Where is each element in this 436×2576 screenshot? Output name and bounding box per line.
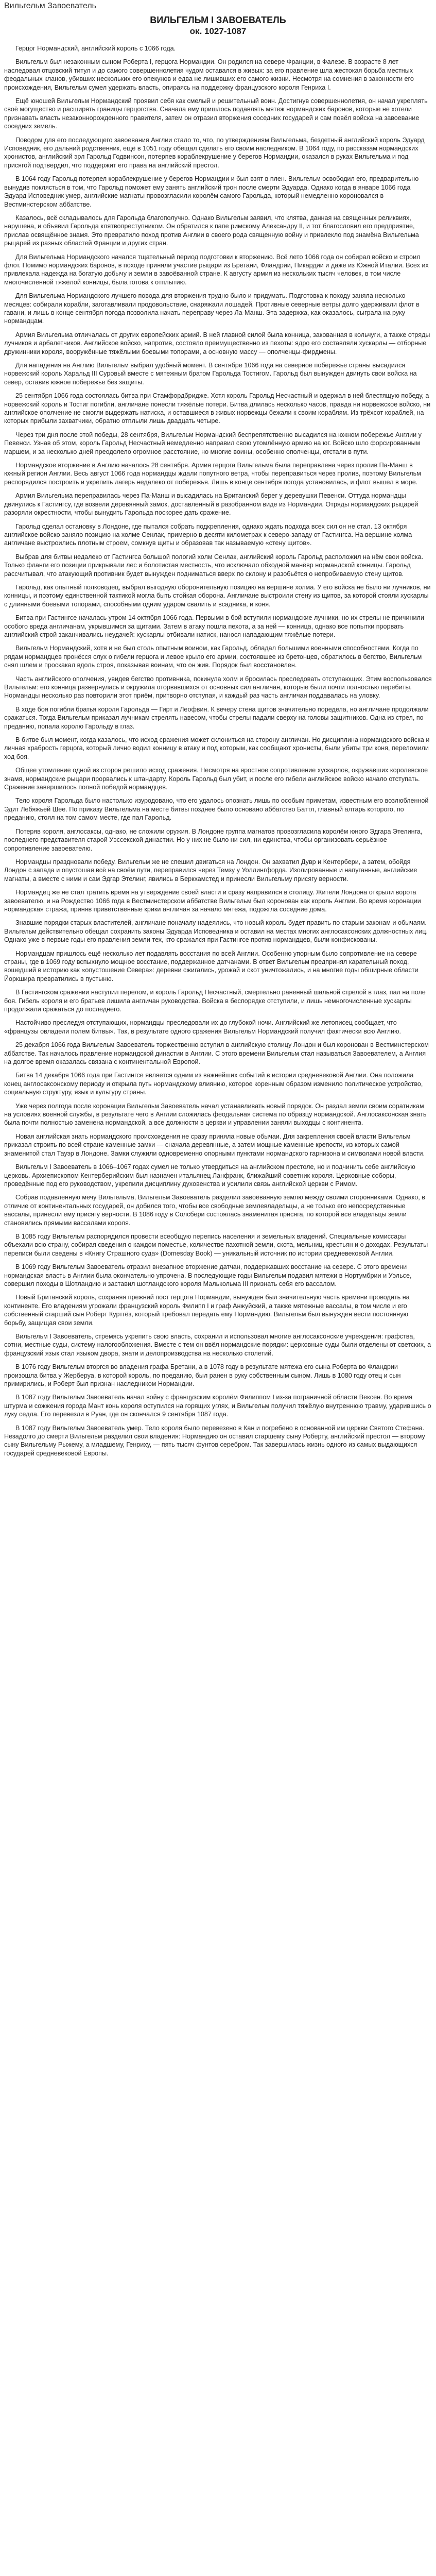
paragraph: Вильгельм был незаконным сыном Роберта I, герцога Нормандии. Он родился на севере Франции, в Фалезе. В возрасте 8 лет наследовал отцовский титул и до самого совершеннолетия чудом оставался в живых: за его правление шла жестокая борьба местных феодальных кланов, убивших нескольких его опекунов и едва не лишивших его самого жизни. Несмотря на сомнения в законности его происхождения, Вильгельм сумел удержать власть, опираясь на поддержку французского короля Генриха I. — [4, 58, 414, 91]
paragraph: Вильгельм I Завоеватель в 1066–1067 годах сумел не только утвердиться на английском престоле, но и подчинить себе английскую церковь. Архиепископом Кентерберийским был назначен итальянец Ланфранк, ближайший советник короля. Церковные соборы, проведённые под его руководством, укрепили дисциплину духовенства и усилили связь английской церкви с Римом. — [4, 1163, 415, 1188]
paragraph: Ещё юношей Вильгельм Нормандский проявил себя как смелый и решительный воин. Достигнув совершеннолетия, он начал укреплять своё могущество и расширять границы герцогства. Сначала ему пришлось подавлять мятеж нормандских баронов, которые не хотели признавать власть незаконнорожденного правителя, затем он отразил вторжения соседних государей и сам повёл войска на завоевание соседних земель. — [4, 97, 428, 130]
paragraph: Герцог Нормандский, английский король с 1066 года. — [15, 45, 176, 52]
paragraph: В 1076 году Вильгельм вторгся во владения графа Бретани, а в 1078 году в результате мятежа его сына Роберта во Фландрии произошла битва у Жерберуа, в которой король, по преданию, был ранен в руку собственным сыном. Лишь в 1080 году отец и сын примирились, и Роберт был признан наследником Нормандии. — [4, 1363, 401, 1388]
paragraph: В 1064 году Гарольд потерпел кораблекрушение у берегов Нормандии и был взят в плен. Вильгельм освободил его, предварительно вынудив поклясться в том, что Гарольд поможет ему занять английский трон после смерти Эдуарда. Однако когда в январе 1066 года Эдуард Исповедник умер, английские магнаты провозгласили королём самого Гарольда, который немедленно короновался в Вестминстерском аббатстве. — [4, 175, 419, 208]
paragraph: В 1087 году Вильгельм Завоеватель умер. Тело короля было перевезено в Кан и погребено в основанной им церкви Святого Стефана. Незадолго до смерти Вильгельм разделил свои владения: Нормандию он оставил старшему сыну Роберту, английский престол — второму сыну Вильгельму Рыжему, а младшему, Генриху, — пять тысяч фунтов серебром. Так завершилась жизнь одного из самых выдающихся государей средневековой Европы. — [4, 1424, 425, 1457]
paragraph: В 1069 году Вильгельм Завоеватель отразил внезапное вторжение датчан, поддержавших восстание на севере. С этого времени нормандская власть в Англии была окончательно упрочена. В последующие годы Вильгельм подавил мятежи в Нортумбрии и Уэльсе, совершил походы в Шотландию и заставил шотландского короля Малькольма III признать себя его вассалом. — [4, 1263, 412, 1287]
paragraph: В 1087 году Вильгельм Завоеватель начал войну с французским королём Филиппом I из-за пограничной области Вексен. Во время штурма и сожжения города Мант конь короля оступился на горящих углях, и Вильгельм получил тяжёлую внутреннюю травму, ударившись о луку седла. Его перевезли в Руан, где он скончался 9 сентября 1087 года. — [4, 1394, 431, 1418]
paragraph: Поводом для его последующего завоевания Англии стало то, что, по утверждениям Вильгельма, бездетный английский король Эдуард Исповедник, его дальний родственник, ещё в 1051 году обещал сделать его своим наследником. В 1064 году, по рассказам нормандских хронистов, английский эрл Гарольд Годвинсон, потерпев кораблекрушение у берегов Нормандии, оказался в руках Вильгельма и под присягой подтвердил, что поддержит его права на английский престол. — [4, 136, 425, 169]
paragraph: Битва 14 декабря 1066 года при Гастингсе является одним из важнейших событий в истории средневековой Англии. Она положила конец англосаксонскому периоду и открыла путь нормандскому влиянию, которое коренным образом изменило политическое устройство, социальную структуру, язык и культуру страны. — [4, 1072, 423, 1096]
paragraph: Общее утомление одной из сторон решило исход сражения. Несмотря на яростное сопротивление хускарлов, окружавших королевское знамя, нормандские рыцари прорвались к штандарту. Король Гарольд был убит, и после его гибели английское войско начало отступать. Сражение завершилось полной победой нормандцев. — [4, 767, 428, 791]
paragraph: Армия Вильгельма отличалась от других европейских армий. В ней главной силой была конница, закованная в кольчуги, а также отряды лучников и арбалетчиков. Английское войско, напротив, состояло преимущественно из пехоты: ядро его составляли хускарлы — отборные дружинники короля, вооружённые тяжёлыми боевыми топорами, а основную массу — ополченцы-фирдмены. — [4, 331, 430, 355]
paragraph: Армия Вильгельма переправилась через Па-Манш и высадилась на Британский берег у деревушки Певенси. Оттуда нормандцы двинулись к Гастингсу, где возвели деревянный замок, доставленный в разобранном виде из Нормандии. Отряды нормандских рыцарей разоряли окрестности, чтобы вынудить Гарольда поскорее дать сражение. — [4, 492, 418, 517]
article-title: ВИЛЬГЕЛЬМ I ЗАВОЕВАТЕЛЬ — [150, 15, 286, 25]
paragraph: Для нападения на Англию Вильгельм выбрал удобный момент. В сентябре 1066 года на северное побережье страны высадился норвежский король Харальд III Суровый вместе с мятежным братом Гарольда Тостигом. Гарольд был вынужден двинуть свои войска на север, оставив южное побережье без защиты. — [4, 362, 417, 386]
paragraph: Выбрав для битвы недалеко от Гастингса большой пологий холм Сенлак, английский король Гарольд расположил на нём свои войска. Только фланги его позиции прикрывали лес и болотистая местность, что исключало обходной манёвр нормандской конницы. Гарольд рассчитывал, что атакующий противник будет вынужден подниматься вверх по склону и разобьётся о непробиваемую стену щитов. — [4, 553, 424, 578]
paragraph: Казалось, всё складывалось для Гарольда благополучно. Однако Вильгельм заявил, что клятва, данная на священных реликвиях, нарушена, и объявил Гарольда клятвопреступником. Он обратился к папе римскому Александру II, и тот благословил его предприятие, прислав освящённое знамя. Это превратило поход против Англии в своего рода священную войну и привлекло под знамёна Вильгельма рыцарей из разных областей Франции и других стран. — [4, 214, 419, 247]
paragraph: Нормандское вторжение в Англию началось 28 сентября. Армия герцога Вильгельма была переправлена через пролив Па-Манш в южный регион Англии. Весь август 1066 года нормандцы ждали попутного ветра, чтобы переправиться через пролив, поэтому Вильгельм распорядился построить и укрепить лагерь недалеко от побережья. Лишь в конце сентября погода установилась, и флот вышел в море. — [4, 462, 421, 486]
paragraph: Нормандцы праздновали победу. Вильгельм же не спешил двигаться на Лондон. Он захватил Дувр и Кентербери, а затем, обойдя Лондон с запада и опустошая всё на своём пути, переправился через Темзу у Уоллингфорда. Изолированные и напуганные, английские магнаты, а вместе с ними и сам Эдгар Этелинг, явились в Беркхамстед и принесли Вильгельму присягу верности. — [4, 858, 417, 883]
paragraph: Часть английского ополчения, увидев бегство противника, покинула холм и бросилась преследовать отступающих. Этим воспользовался Вильгельм: его конница развернулась и окружила оторвавшихся от основных сил англичан, которые были почти полностью перебиты. Нормандцы несколько раз повторили этот приём, притворно отступая, и каждый раз часть англичан поддавалась на уловку. — [4, 675, 432, 700]
article-body — [4, 44, 432, 1458]
paragraph: Нормандец же не стал тратить время на утверждение своей власти и сразу направился в столицу. Жители Лондона открыли ворота завоевателю, и на Рождество 1066 года в Вестминстерском аббатстве Вильгельм был коронован как король Англии. Во время коронации нормандская стража, приняв приветственные крики англичан за начало мятежа, подожгла соседние дома. — [4, 889, 421, 913]
paragraph: Настойчиво преследуя отступающих, нормандцы преследовали их до глубокой ночи. Английский же летописец сообщает, что «французы овладели полем битвы». Так, в результате одного сражения Вильгельм Нормандский получил фактически всю Англию. — [4, 1019, 401, 1035]
paragraph: Битва при Гастингсе началась утром 14 октября 1066 года. Первыми в бой вступили нормандские лучники, но их стрелы не причинили особого вреда англичанам, укрывшимся за щитами. Затем в атаку пошла пехота, а за ней — конница, однако все попытки прорвать английский строй заканчивались неудачей: хускарлы отбивали натиск, нанося нападающим тяжёлые потери. — [4, 614, 424, 638]
paragraph: Потеряв короля, англосаксы, однако, не сложили оружия. В Лондоне группа магнатов провозгласила королём юного Эдгара Этелинга, последнего представителя старой Уэссекской династии. Но у них не было ни сил, ни единства, чтобы организовать серьёзное сопротивление завоевателю. — [4, 827, 423, 852]
paragraph: Для Вильгельма Нормандского лучшего повода для вторжения трудно было и придумать. Подготовка к походу заняла несколько месяцев: собирали корабли, заготавливали продовольствие, снаряжали лошадей. Противные северные ветры долго удерживали флот в гавани, и лишь в конце сентября погода позволила начать переправу через Ла-Манш. Эта задержка, как оказалось, сыграла на руку нормандцам. — [4, 292, 420, 325]
site-title: Вильгельм Завоеватель — [4, 2, 96, 10]
paragraph: 25 декабря 1066 года Вильгельм Завоеватель торжественно вступил в английскую столицу Лондон и был коронован в Вестминстерском аббатстве. Так началось правление нормандской династии в Англии. С этого времени Вильгельм стал называться Завоевателем, а Англия на долгое время оказалась связана с континентальной Европой. — [4, 1041, 429, 1066]
paragraph: В ходе боя погибли братья короля Гарольда — Гирт и Леофвин. К вечеру стена щитов значительно поредела, но англичане продолжали сражаться. Тогда Вильгельм приказал лучникам стрелять навесом, чтобы стрелы падали сверху на головы защитников. Одна из стрел, по преданию, попала королю Гарольду в глаз. — [4, 705, 429, 730]
paragraph: Новая английская знать нормандского происхождения не сразу приняла новые обычаи. Для закрепления своей власти Вильгельм приказал строить по всей стране каменные замки — сначала деревянные, а затем мощные каменные крепости, из которых самой знаменитой стал Тауэр в Лондоне. Замки служили одновременно опорными пунктами нормандского гарнизона и символами новой власти. — [4, 1132, 425, 1157]
article — [4, 14, 432, 1458]
paragraph: Вильгельм Нормандский, хотя и не был столь опытным воином, как Гарольд, обладал большими военными способностями. Когда по рядам нормандцев пронёсся слух о гибели герцога и левое крыло его армии, состоявшее из бретонцев, обратилось в бегство, Вильгельм снял шлем и проскакал вдоль строя, показывая воинам, что он жив. Порядок был восстановлен. — [4, 645, 422, 669]
paragraph: 25 сентября 1066 года состоялась битва при Стамфордбридже. Хотя король Гарольд Несчастный и одержал в ней блестящую победу, а норвежский король и Тостиг погибли, англичане понесли тяжёлые потери. Битва длилась несколько часов, правда ни норвежское войско, ни английское ополчение не смогли выдержать натиска, и оставшиеся в живых норвежцы бежали к своим кораблям. Из трёхсот кораблей, на которых прибыли захватчики, обратно отплыли лишь двадцать четыре. — [4, 392, 431, 425]
paragraph: Собрав подавленную мечу Вильгельма, Вильгельм Завоеватель разделил завоёванную землю между своими сторонниками. Однако, в отличие от континентальных государей, он добился того, чтобы все свободные землевладельцы, а не только его непосредственные вассалы, принесли ему присягу верности. В 1086 году в Солсбери состоялась знаменитая присяга, по которой все владельцы земли становились прямыми вассалами короля. — [4, 1194, 425, 1227]
paragraph: В Гастингском сражении наступил перелом, и король Гарольд Несчастный, смертельно раненный шальной стрелой в глаз, пал на поле боя. Гибель короля и его братьев лишила англичан руководства. Войска в беспорядке отступили, и лишь немногочисленные хускарлы продолжали сражаться до последнего. — [4, 989, 426, 1013]
paragraph: Тело короля Гарольда было настолько изуродовано, что его удалось опознать лишь по особым приметам, известным его возлюбленной Эдит Лебяжьей Шее. По приказу Вильгельма на месте битвы позднее было основано аббатство Баттл, главный алтарь которого, по преданию, стоял на том самом месте, где пал Гарольд. — [4, 797, 429, 822]
paragraph: Гарольд сделал остановку в Лондоне, где пытался собрать подкрепления, однако ждать подхода всех сил он не стал. 13 октября английское войско заняло позицию на холме Сенлак, примерно в десяти километрах к северо-западу от Гастингса. На вершине холма англичане выстроились плотным строем, сомкнув щиты и образовав так называемую «стену щитов». — [4, 522, 412, 547]
article-dates: ок. 1027-1087 — [189, 26, 247, 36]
paragraph: Вильгельм I Завоеватель, стремясь укрепить свою власть, сохранил и использовал многие англосаксонские учреждения: графства, сотни, местные суды, систему налогообложения. Вместе с тем он ввёл нормандские порядки: церковные суды были отделены от светских, а французский язык стал языком двора, знати и делопроизводства на несколько столетий. — [4, 1333, 431, 1357]
paragraph: Для Вильгельма Нормандского начался тщательный период подготовки к вторжению. Всё лето 1066 года он собирал войско и строил флот. Помимо нормандских баронов, в походе приняли участие рыцари из Бретани, Фландрии, Пикардии и даже из Южной Италии. Всех их привлекала надежда на богатую добычу и земли в завоёванной стране. К августу армия из нескольких тысяч человек, в том числе многочисленной тяжёлой конницы, была готова к отплытию. — [4, 253, 429, 286]
paragraph: Через три дня после этой победы, 28 сентября, Вильгельм Нормандский беспрепятственно высадился на южном побережье Англии у Певенси. Узнав об этом, король Гарольд Несчастный немедленно направил свою утомлённую армию на юг. Войско шло форсированным маршем, и за несколько дней преодолело огромное расстояние, но многие воины, особенно ополченцы, отстали в пути. — [4, 431, 422, 455]
paragraph: В битве был момент, когда казалось, что исход сражения может склониться на сторону англичан. Но дисциплина нормандского войска и личная храбрость герцога, который лично водил конницу в атаку и под которым, как сообщают хронисты, были убиты три коня, переломили ход боя. — [4, 736, 430, 760]
paragraph: Знавшие порядки старых властителей, англичане поначалу надеялись, что новый король будет править по старым законам и обычаям. Вильгельм действительно обещал сохранить законы Эдуарда Исповедника и оставил на местах многих англосаксонских должностных лиц. Однако уже в первые годы его правления земли тех, кто сражался при Гастингсе против нормандцев, были конфискованы. — [4, 919, 428, 944]
paragraph: Гарольд, как опытный полководец, выбрал выгодную оборонительную позицию на вершине холма. У его войска не было ни лучников, ни конницы, и поэтому единственной тактикой могла быть стойкая оборона. Англичане выстроили стену из щитов, за которой стояли хускарлы с длинными боевыми топорами, способными одним ударом свалить и всадника, и коня. — [4, 583, 431, 608]
paragraph: Уже через полгода после коронации Вильгельм Завоеватель начал устанавливать новый порядок. Он раздал земли своим соратникам на условиях военной службы, в результате чего в Англии сложилась феодальная система по образцу нормандской. Англосаксонская знать была почти полностью заменена нормандской, а все должности в церкви и управлении заняли выходцы с континента. — [4, 1102, 427, 1127]
paragraph: Нормандцам пришлось ещё несколько лет подавлять восстания по всей Англии. Особенно упорным было сопротивление на севере страны, где в 1069 году вспыхнуло мощное восстание, поддержанное датчанами. В ответ Вильгельм предпринял карательный поход, вошедший в историю как «опустошение Севера»: деревни сжигались, урожай и скот уничтожались, и на многие годы обширные области Йоркшира превратились в пустыню. — [4, 950, 418, 982]
paragraph: В 1085 году Вильгельм распорядился провести всеобщую перепись населения и земельных владений. Специальные комиссары объехали всю страну, собирая сведения о каждом поместье, количестве пахотной земли, скота, мельниц, крестьян и о доходах. Результаты переписи были сведены в «Книгу Страшного суда» (Domesday Book) — уникальный источник по истории средневековой Англии. — [4, 1232, 428, 1257]
paragraph: Новый Британский король, сохраняя прежний пост герцога Нормандии, вынужден был значительную часть времени проводить на континенте. Его владениям угрожали французский король Филипп I и граф Анжуйский, а также мятежные вассалы, в том числе и его собственный старший сын Роберт Куртгёз, который требовал передать ему Нормандию. Вильгельм был вынужден вести постоянную борьбу, защищая свои земли. — [4, 1294, 410, 1327]
